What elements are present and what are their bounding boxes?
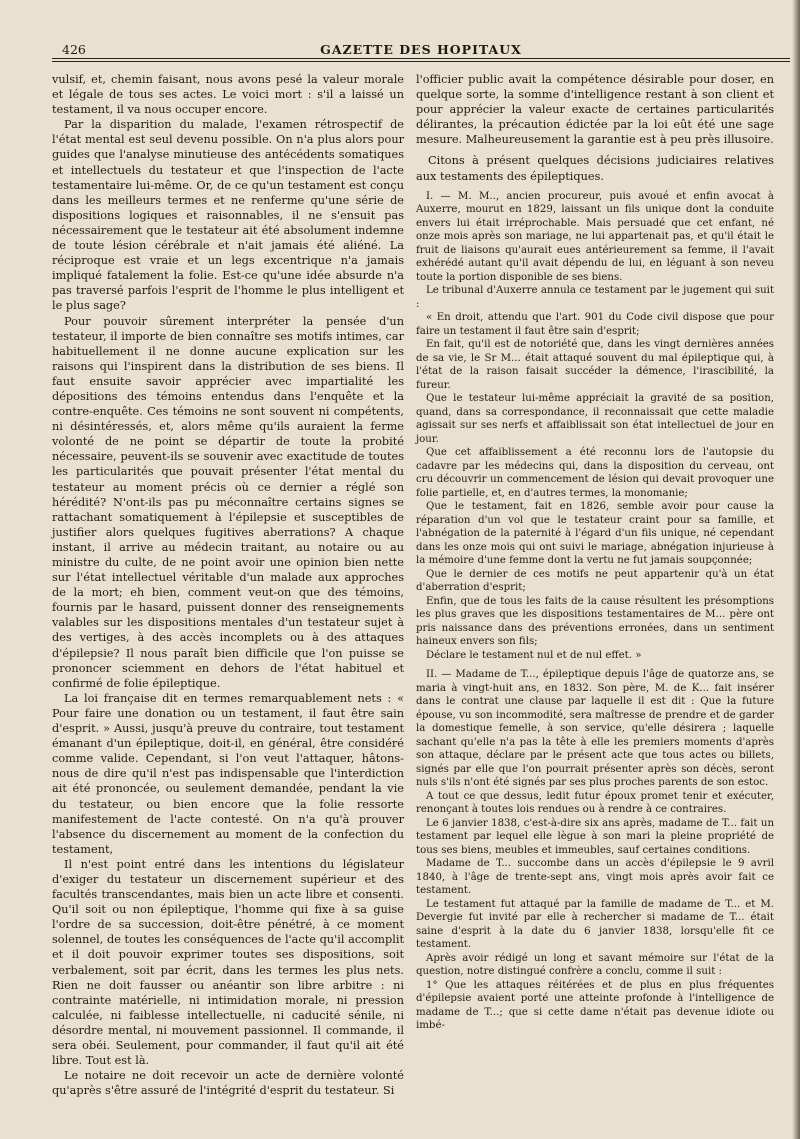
paragraph: La loi française dit en termes remarquablement nets : « Pour faire une donation ou un testament, il faut être sain d'esprit. » Aussi, jusqu'à preuve du contraire, tout testament émanant d'un épileptique, doit-il, en général, être considéré comme valide. Cependant, si l'on veut l'attaquer, hâtons-nous de dire qu'il n'est pas indispensable que l'interdiction ait été prononcée, ou seulement demandée, pendant la vie du testateur, ou bien encore que la folie ressorte manifestement de l'acte contesté. On n'a qu'à prouver l'absence du discernement au moment de la confection du testament, [52,691,404,856]
case-paragraph: I. — M. M.., ancien procureur, puis avoué et enfin avocat à Auxerre, mourut en 1829, laissant un fils unique dont la conduite envers lui était irréprochable. Mais persuadé que cet enfant, né onze mois après son mariage, ne lui appartenait pas, et qu'il était le fruit de liaisons qu'aurait eues antérieurement sa femme, il l'avait exhérédé autant qu'il avait dépendu de lui, en léguant à son neveu toute la portion disponible de ses biens. [416,190,774,283]
case-paragraph: Déclare le testament nul et de nul effet. » [426,649,642,661]
case-paragraph: Le tribunal d'Auxerre annula ce testament par le jugement qui suit : [416,285,774,310]
case-paragraph: 1° Que les attaques réitérées et de plus en plus fréquentes d'épilepsie avaient porté une atteinte profonde à l'intelligence de madame de T...; que si cette dame n'était pas devenue idiote ou imbé- [416,979,774,1032]
paragraph: Pour pouvoir sûrement interpréter la pensée d'un testateur, il importe de bien connaître ses motifs intimes, car habituellement il ne donne aucune explication sur les raisons qui l'inspirent dans la distribution de ses biens. Il faut ensuite savoir apprécier avec impartialité les dépositions des témoins entendus dans l'enquête et la contre-enquête. Ces témoins ne sont souvent ni compétents, ni désintéressés, et, alors même qu'ils auraient la ferme volonté de ne point se départir de toute la probité nécessaire, peuvent-ils se souvenir avec exactitude de toutes les particularités que pouvait présenter l'état mental du testateur au moment précis où ce dernier a réglé son hérédité? N'ont-ils pas pu méconnaître certains signes se rattachant somatiquement à l'épilepsie et susceptibles de justifier alors quelques fugitives aberrations? A chaque instant, il arrive au médecin traitant, au notaire ou au ministre du culte, de ne point avoir une opinion bien nette sur l'état intellectuel véritable d'un malade aux approches de la mort; eh bien, comment veut-on que des témoins, fournis par le hasard, puissent donner des renseignements valables sur les dispositions mentales d'un testateur sujet à des vertiges, à des accès incomplets ou à des attaques d'épilepsie? Il nous paraît bien difficile que l'on puisse se prononcer sciemment en dehors de l'état habituel et confirmé de folie épileptique. [52,314,404,690]
case-paragraph: Le testament fut attaqué par la famille de madame de T... et M. Devergie fut invité par elle à rechercher si madame de T... était saine d'esprit à la date du 6 janvier 1838, lorsqu'elle fit ce testament. [416,898,774,951]
paragraph: Il n'est point entré dans les intentions du législateur d'exiger du testateur un discernement supérieur et des facultés transcendantes, mais bien un acte libre et consenti. Qu'il soit ou non épileptique, l'homme qui fixe à sa guise l'ordre de sa succession, doit-être pénétré, à ce moment solennel, de toutes les conséquences de l'acte qu'il accomplit et il doit pouvoir exprimer toutes ses dispositions, soit verbalement, soit par écrit, dans les termes les plus nets. Rien ne doit fausser ou anéantir son libre arbitre : ni contrainte matérielle, ni intimidation morale, ni pression calculée, ni faiblesse intellectuelle, ni caducité sénile, ni désordre mental, ni mouvement passionnel. Il commande, il sera obéi. Seulement, pour commander, il faut qu'il ait été libre. Tout est là. [52,857,404,1068]
case-citations [416,190,774,1033]
header-rule-bottom [52,61,790,62]
case-paragraph: Après avoir rédigé un long et savant mémoire sur l'état de la question, notre distingué confrère a conclu, comme il suit : [416,952,774,978]
case-paragraph: Que cet affaiblissement a été reconnu lors de l'autopsie du cadavre par les médecins qui, dans la disposition du cerveau, ont cru découvrir un commencement de lésion qui devait provoquer une folie partielle, et, en d'autres termes, la monomanie; [416,447,774,499]
case-paragraph: « En droit, attendu que l'art. 901 du Code civil dispose que pour faire un testament il faut être sain d'esprit; [416,312,774,337]
case-paragraph: Le 6 janvier 1838, c'est-à-dire six ans après, madame de T... fait un testament par lequel elle lègue à son mari la pleine propriété de tous ses biens, meubles et immeubles, sauf certaines conditions. [416,817,774,856]
case-paragraph: A tout ce que dessus, ledit futur époux promet tenir et exécuter, renonçant à toutes lois rendues ou à rendre à ce contraires. [416,790,774,816]
case-paragraph: Que le testament, fait en 1826, semble avoir pour cause la réparation d'un vol que le testateur craint pour sa famille, et l'abnégation de la paternité à l'égard d'un fils unique, né cependant dans les onze mois qui ont suivi le mariage, abnégation injurieuse à la mémoire d'une femme dont la vertu ne fut jamais soupçonnée; [416,501,774,567]
running-title: GAZETTE DES HOPITAUX [320,42,522,57]
case-paragraph: Madame de T... succombe dans un accès d'épilepsie le 9 avril 1840, à l'âge de trente-sept ans, vingt mois après avoir fait ce testament. [416,858,774,897]
paragraph: Par la disparition du malade, l'examen rétrospectif de l'état mental est seul devenu possible. On n'a plus alors pour guides que l'analyse minutieuse des antécédents somatiques et intellectuels du testateur et que l'inspection de l'acte testamentaire lui-même. Or, de ce qu'un testament est conçu dans les meilleurs termes et ne renferme qu'une série de dispositions logiques et raisonnables, il ne s'ensuit pas nécessairement que le testateur ait été absolument indemne de toute lésion cérébrale et n'ait jamais été aliéné. La réciproque est vraie et un legs excentrique n'a jamais impliqué fatalement la folie. Est-ce qu'une idée absurde n'a pas traversé parfois l'esprit de l'homme le plus intelligent et le plus sage? [52,118,404,313]
case-paragraph: Enfin, que de tous les faits de la cause résultent les présomptions les plus graves que les dispositions testamentaires de M... père ont pris naissance dans des préventions erronées, dans un sentiment haineux envers son fils; [416,595,774,648]
case-paragraph: Que le dernier de ces motifs ne peut appartenir qu'à un état d'aberration d'esprit; [416,568,774,594]
paragraph: Citons à présent quelques décisions judiciaires relatives aux testaments des épileptiques. [416,154,774,183]
paragraph: vulsif, et, chemin faisant, nous avons pesé la valeur morale et légale de tous ses actes. Le voici mort : s'il a laissé un testament, il va nous occuper encore. [52,73,404,117]
right-column [416,72,774,1033]
left-column [52,72,404,1098]
case-paragraph: En fait, qu'il est de notoriété que, dans les vingt dernières années de sa vie, le Sr M... était attaqué souvent du mal épileptique qui, à l'état de la raison faisait succéder la démence, l'irascibilité, la fureur. [416,339,774,391]
case-paragraph: II. — Madame de T..., épileptique depuis l'âge de quatorze ans, se maria à vingt-huit ans, en 1832. Son père, M. de K... fait insérer dans le contrat une clause par laquelle il est dit : Que la future épouse, vu son incommodité, sera maîtresse de prendre et de garder la domestique femelle, à son service, qu'elle désirera ; laquelle sachant qu'elle n'a pas la tête à elle les premiers moments d'après son attaque, déclare par le présent acte que tous actes ou billets, signés par elle que l'on pourrait présenter après son décès, seront nuls s'ils n'ont été signés par ses plus proches parents de son estoc. [416,669,774,789]
paragraph: Le notaire ne doit recevoir un acte de dernière volonté qu'après s'être assuré de l'intégrité d'esprit du testateur. Si [52,1069,404,1098]
header-rule-top [52,58,790,59]
case-paragraph: Que le testateur lui-même appréciait la gravité de sa position, quand, dans sa correspondance, il reconnaissait que cette maladie agissait sur ses nerfs et affaiblissait son état intellectuel de jour en jour. [416,393,774,445]
page-number: 426 [62,42,86,57]
page-header [52,36,790,60]
paragraph: l'officier public avait la compétence désirable pour doser, en quelque sorte, la somme d'intelligence restant à son client et pour apprécier la valeur exacte de certaines particularités délirantes, la précaution édictée par la loi eût été une sage mesure. Malheureusement la garantie est à peu près illusoire. [416,73,774,147]
page-edge-shadow [792,0,800,1139]
